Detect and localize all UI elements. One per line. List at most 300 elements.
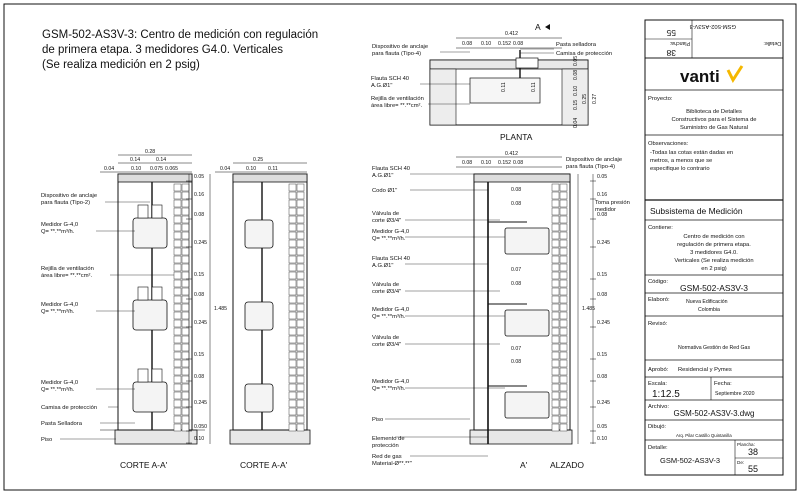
dim-label: 0.05 [194, 174, 205, 180]
dim-label: 0.04 [104, 166, 115, 172]
corte-2-label: CORTE A-A' [240, 460, 288, 470]
contiene-line-1: Centro de medición con [683, 234, 745, 240]
vent-block [182, 344, 189, 351]
vent-block [289, 184, 296, 191]
vent-block [289, 376, 296, 383]
fecha-value: Septiembre 2020 [715, 391, 755, 397]
vent-block [174, 272, 181, 279]
dim-label: 0.152 [498, 160, 511, 166]
corner-plancha-value: 38 [666, 48, 676, 58]
dim-label: 0.10 [573, 85, 579, 96]
aprobo-text: Residencial y Pymes [678, 367, 732, 373]
elaboro-label: Elaboró: [648, 297, 670, 303]
escala-label: Escala: [648, 381, 668, 387]
vent-block [560, 360, 567, 367]
proyecto-line-3: Suministro de Gas Natural [680, 125, 748, 131]
dim-label: 0.08 [573, 69, 579, 80]
dim-label: 0.15 [194, 272, 205, 278]
de-value: 55 [748, 464, 759, 474]
annotation-text: Medidor G-4,0 [372, 379, 410, 385]
reviso-label: Revisó: [648, 321, 668, 327]
vent-block [297, 304, 304, 311]
vent-block [560, 272, 567, 279]
dim-label: 0.412 [505, 151, 518, 157]
annotation-text: Válvula de [372, 282, 400, 288]
vent-block [289, 408, 296, 415]
vent-block [552, 392, 559, 399]
vent-block [182, 184, 189, 191]
vent-block [552, 320, 559, 327]
dibujo-value: Arq. Pilar Castillo Quintanilla [676, 433, 732, 438]
vent-block [297, 224, 304, 231]
vent-block [560, 264, 567, 271]
annotation-text: área libre= **.**cm². [41, 273, 93, 279]
dim-label: 0.245 [597, 320, 610, 326]
vent-block [560, 416, 567, 423]
vent-block [174, 264, 181, 271]
vent-block [552, 304, 559, 311]
vent-block [182, 312, 189, 319]
dim-label: 0.245 [194, 400, 207, 406]
vent-block [552, 208, 559, 215]
vent-block [182, 216, 189, 223]
vent-block [560, 312, 567, 319]
vent-block [560, 192, 567, 199]
dim-label: 0.14 [130, 157, 141, 163]
annotation-text: Flauta SCH 40 [372, 256, 411, 262]
annotation-text: protección [372, 443, 399, 449]
vent-block [297, 240, 304, 247]
vent-block [182, 304, 189, 311]
annotation-text: A.G.Ø1" [372, 263, 394, 269]
vent-block [289, 264, 296, 271]
annotation-text: Piso [41, 437, 53, 443]
vent-block [174, 416, 181, 423]
dim-label: 0.10 [246, 166, 257, 172]
annotation-text: Toma presión [595, 200, 630, 206]
vent-block [174, 224, 181, 231]
dim-label: 0.05 [597, 424, 608, 430]
annotation-text: para flauta (Tipo-2) [41, 200, 91, 206]
dim-label: 0.15 [597, 352, 608, 358]
dim-label: 0.10 [481, 160, 492, 166]
vent-block [560, 392, 567, 399]
vent-block [182, 232, 189, 239]
vent-block [560, 224, 567, 231]
dim-label: 0.08 [597, 212, 608, 218]
vent-block [560, 368, 567, 375]
vent-block [182, 248, 189, 255]
vent-block [552, 328, 559, 335]
vent-block [174, 240, 181, 247]
annotation-text: Codo Ø1" [372, 188, 398, 194]
vent-block [297, 248, 304, 255]
vent-block [297, 424, 304, 431]
annotation-text: Flauta SCH 40 [372, 166, 411, 172]
vent-block [289, 328, 296, 335]
corte-2-top-dimensions [215, 157, 307, 172]
vent-block [552, 280, 559, 287]
vent-block [289, 280, 296, 287]
vent-block [174, 376, 181, 383]
vent-block [297, 272, 304, 279]
annotation-text: medidor [595, 207, 616, 213]
title-line-1: GSM-502-AS3V-3: Centro de medición con regulación [42, 29, 319, 41]
vent-block [297, 296, 304, 303]
section-marker-top: A [535, 22, 541, 32]
vent-block [552, 352, 559, 359]
annotation-text: para flauta (Tipo-4) [372, 51, 422, 57]
vent-block [297, 416, 304, 423]
elaboro-line-2: Colombia [698, 307, 720, 313]
dim-label: 0.16 [194, 192, 205, 198]
logo-check-icon [728, 66, 742, 80]
vent-block [560, 216, 567, 223]
proyecto-label: Proyecto: [648, 96, 673, 102]
vent-block [560, 208, 567, 215]
annotation-text: Q= **.**m³/h. [41, 229, 75, 235]
vent-block [289, 320, 296, 327]
vent-block [297, 328, 304, 335]
vent-block [560, 376, 567, 383]
vent-block [297, 312, 304, 319]
corte-1-top-dimensions [100, 149, 192, 172]
vent-block [560, 280, 567, 287]
vent-block [552, 232, 559, 239]
vent-block [297, 336, 304, 343]
dim-label: 0.04 [220, 166, 231, 172]
vent-block [560, 240, 567, 247]
vent-block [174, 296, 181, 303]
proyecto-line-1: Biblioteca de Detalles [686, 109, 742, 115]
vent-block [174, 400, 181, 407]
vent-block [297, 288, 304, 295]
vent-block [182, 400, 189, 407]
title-line-2: de primera etapa. 3 medidores G4.0. Verticales [42, 44, 283, 56]
vent-block [552, 296, 559, 303]
dim-label: 0.05 [573, 55, 579, 66]
dim-label: 0.245 [597, 400, 610, 406]
dim-label: 0.152 [498, 41, 511, 47]
dim-label: 0.08 [511, 201, 522, 207]
vent-block [182, 288, 189, 295]
meter-1 [133, 205, 167, 248]
dim-label: 0.08 [511, 359, 522, 365]
annotation-text: Válvula de [372, 335, 400, 341]
annotation-text: Pasta Selladora [41, 421, 82, 427]
vent-block [552, 224, 559, 231]
vent-block [182, 384, 189, 391]
vent-block [289, 200, 296, 207]
vent-block [552, 216, 559, 223]
vent-block [552, 256, 559, 263]
dim-label: 0.08 [194, 292, 205, 298]
vent-block [560, 304, 567, 311]
dim-label: 0.04 [573, 117, 579, 128]
vent-block [289, 208, 296, 215]
vent-block [289, 368, 296, 375]
vent-block [560, 256, 567, 263]
annotation-text: Q= **.**m³/h. [372, 314, 406, 320]
vent-block [182, 280, 189, 287]
vent-block [297, 384, 304, 391]
dim-label: 0.412 [505, 31, 518, 37]
vent-block [552, 272, 559, 279]
logo-text: vanti [680, 67, 720, 86]
vent-block [174, 256, 181, 263]
dim-label: 0.28 [145, 149, 156, 155]
corner-code: GSM-502-AS3V-3 [689, 23, 736, 29]
vent-block [182, 360, 189, 367]
dim-label: 0.075 [150, 166, 163, 172]
dim-label: 0.08 [511, 281, 522, 287]
vent-block [174, 248, 181, 255]
vent-block [289, 424, 296, 431]
dim-label: 0.08 [513, 160, 524, 166]
vent-block [174, 208, 181, 215]
annotation-text: Medidor G-4,0 [41, 302, 79, 308]
detalle-label: Detalle: [648, 445, 668, 451]
title-line-3: (Se realiza medición en 2 psig) [42, 59, 200, 71]
vent-block [289, 392, 296, 399]
vent-block [182, 424, 189, 431]
vent-block [560, 184, 567, 191]
dim-total: 1.485 [582, 306, 595, 312]
ventilation-grid [174, 184, 189, 431]
alzado-annotations [372, 157, 630, 467]
annotation-text: Medidor G-4,0 [41, 380, 79, 386]
vent-block [182, 200, 189, 207]
vent-block [182, 272, 189, 279]
dim-label: 0.15 [597, 272, 608, 278]
vent-block [552, 400, 559, 407]
vent-block [289, 384, 296, 391]
vent-block [552, 200, 559, 207]
vanti-logo [680, 66, 742, 86]
vent-block [182, 336, 189, 343]
vent-block [552, 264, 559, 271]
vent-block [297, 264, 304, 271]
annotation-text: corte Ø3/4" [372, 289, 402, 295]
annotation-text: Elemento de [372, 436, 405, 442]
section-marker-bottom: A' [520, 460, 528, 470]
vent-block [289, 360, 296, 367]
annotation-text: área libre= **.**cm². [371, 103, 423, 109]
vent-block [552, 424, 559, 431]
vent-block [289, 304, 296, 311]
vent-block [560, 200, 567, 207]
corner-detalle-value: 55 [666, 28, 676, 38]
vent-block [182, 408, 189, 415]
vent-block [182, 240, 189, 247]
vent-block [174, 320, 181, 327]
vent-block [560, 248, 567, 255]
dim-label: 0.08 [597, 374, 608, 380]
dim-label: 0.08 [462, 41, 473, 47]
vent-block [174, 352, 181, 359]
vent-block [174, 384, 181, 391]
vent-block [297, 408, 304, 415]
dim-label: 0.15 [573, 99, 579, 110]
plancha-label: Plancha: [737, 442, 755, 447]
elaboro-line-1: Nueva Edificación [686, 299, 728, 305]
vent-block [297, 376, 304, 383]
meter-3 [133, 369, 167, 412]
dim-label: 0.08 [194, 374, 205, 380]
annotation-text: Q= **.**m³/h. [41, 387, 75, 393]
vent-block [174, 304, 181, 311]
vent-block [297, 392, 304, 399]
dim-label: 0.245 [194, 240, 207, 246]
dim-label: 0.07 [511, 346, 522, 352]
vent-block [297, 208, 304, 215]
dim-label: 0.245 [194, 320, 207, 326]
vent-block [560, 232, 567, 239]
vent-block [182, 296, 189, 303]
alzado-label: ALZADO [550, 460, 585, 470]
vent-block [289, 256, 296, 263]
meter-2 [133, 287, 167, 330]
corner-plancha-label: Plancha: [669, 40, 690, 46]
vent-block [289, 224, 296, 231]
vent-block [182, 392, 189, 399]
vent-block [289, 416, 296, 423]
dim-label: 0.08 [462, 160, 473, 166]
dim-label: 0.15 [194, 352, 205, 358]
annotation-text: corte Ø3/4" [372, 342, 402, 348]
vent-block [174, 392, 181, 399]
vent-block [289, 232, 296, 239]
dim-total: 1.485 [214, 306, 227, 312]
vent-block [560, 384, 567, 391]
vent-block [297, 368, 304, 375]
dim-label: 0.07 [511, 267, 522, 273]
vent-block [289, 352, 296, 359]
dim-label: 0.10 [597, 436, 608, 442]
vent-block [289, 400, 296, 407]
vent-block [552, 192, 559, 199]
vent-block [552, 336, 559, 343]
vent-block [289, 248, 296, 255]
vent-block [552, 376, 559, 383]
vent-block [174, 360, 181, 367]
aprobo-label: Aprobó: [648, 367, 669, 373]
annotation-text: Pasta selladora [556, 42, 596, 48]
vent-block [182, 192, 189, 199]
vent-block [182, 256, 189, 263]
dim-label: 0.08 [511, 187, 522, 193]
dim-label: 0.05 [597, 174, 608, 180]
observaciones-line-2: metros, a menos que se [650, 158, 713, 164]
dim-label: 0.16 [597, 192, 608, 198]
annotation-text: Dispositivo de anclaje [566, 157, 623, 163]
dim-label: 0.10 [131, 166, 142, 172]
annotation-text: Q= **.**m³/h. [372, 236, 406, 242]
dim-label: 0.08 [513, 41, 524, 47]
plancha-value: 38 [748, 447, 759, 457]
alzado-view [470, 174, 572, 444]
vent-block [297, 256, 304, 263]
vent-block [552, 184, 559, 191]
vent-block [174, 288, 181, 295]
floor-slab [115, 430, 197, 444]
reviso-text: Normativa Gestión de Red Gas [677, 345, 751, 351]
vent-block [552, 288, 559, 295]
vent-block [174, 344, 181, 351]
annotation-text: A.G.Ø1" [372, 173, 394, 179]
vent-block [560, 336, 567, 343]
contiene-line-5: en 2 psig) [701, 266, 727, 272]
vent-block [289, 288, 296, 295]
vent-block [297, 232, 304, 239]
vent-block [297, 192, 304, 199]
vent-block [289, 240, 296, 247]
vent-block [297, 184, 304, 191]
contiene-line-2: regulación de primera etapa. [677, 242, 751, 248]
vent-block [552, 360, 559, 367]
observaciones-label: Observaciones: [648, 141, 689, 147]
annotation-text: Flauta SCH 40 [371, 76, 410, 82]
vent-block [297, 344, 304, 351]
dim-label: 0.08 [597, 292, 608, 298]
vent-block [182, 368, 189, 375]
vent-block [560, 424, 567, 431]
dim-label: 0.25 [582, 93, 588, 104]
dim-label: 0.11 [531, 82, 537, 92]
vent-block [560, 320, 567, 327]
vent-block [552, 240, 559, 247]
contiene-line-3: 3 medidores G4.0. [690, 250, 738, 256]
cabinet-top [118, 174, 192, 182]
vent-block [289, 296, 296, 303]
annotation-text: Dispositivo de anclaje [372, 44, 429, 50]
vent-block [174, 408, 181, 415]
vent-block [289, 312, 296, 319]
dim-label: 0.10 [194, 436, 205, 442]
annotation-text: Red de gas [372, 454, 402, 460]
corner-detalle-label: Detalle: [763, 40, 781, 46]
vent-block [552, 368, 559, 375]
vent-block [297, 352, 304, 359]
planta-label: PLANTA [500, 132, 533, 142]
vent-block [560, 344, 567, 351]
vent-block [297, 200, 304, 207]
vent-block [174, 328, 181, 335]
annotation-text: Material-Ø**.**" [372, 461, 412, 467]
observaciones-line-3: especifique lo contrario [650, 166, 710, 172]
annotation-text: Q= **.**m³/h. [41, 309, 75, 315]
dim-label: 0.065 [165, 166, 178, 172]
dim-label: 0.14 [156, 157, 167, 163]
vent-block [289, 216, 296, 223]
dim-label: 0.11 [501, 82, 507, 92]
dim-label: 0.245 [597, 240, 610, 246]
vent-block [560, 328, 567, 335]
corte-2-view [230, 174, 310, 444]
annotation-text: Medidor G-4,0 [41, 222, 79, 228]
dim-label: 0.10 [481, 41, 492, 47]
vent-block [182, 352, 189, 359]
vent-block [560, 400, 567, 407]
vent-block [174, 232, 181, 239]
annotation-text: Medidor G-4,0 [372, 229, 410, 235]
annotation-text: Válvula de [372, 211, 400, 217]
annotation-text: A.G.Ø1" [371, 83, 393, 89]
annotation-text: Q= **.**m³/h. [372, 386, 406, 392]
dibujo-label: Dibujó: [648, 424, 667, 430]
dim-label: 0.08 [194, 212, 205, 218]
vent-block [560, 288, 567, 295]
